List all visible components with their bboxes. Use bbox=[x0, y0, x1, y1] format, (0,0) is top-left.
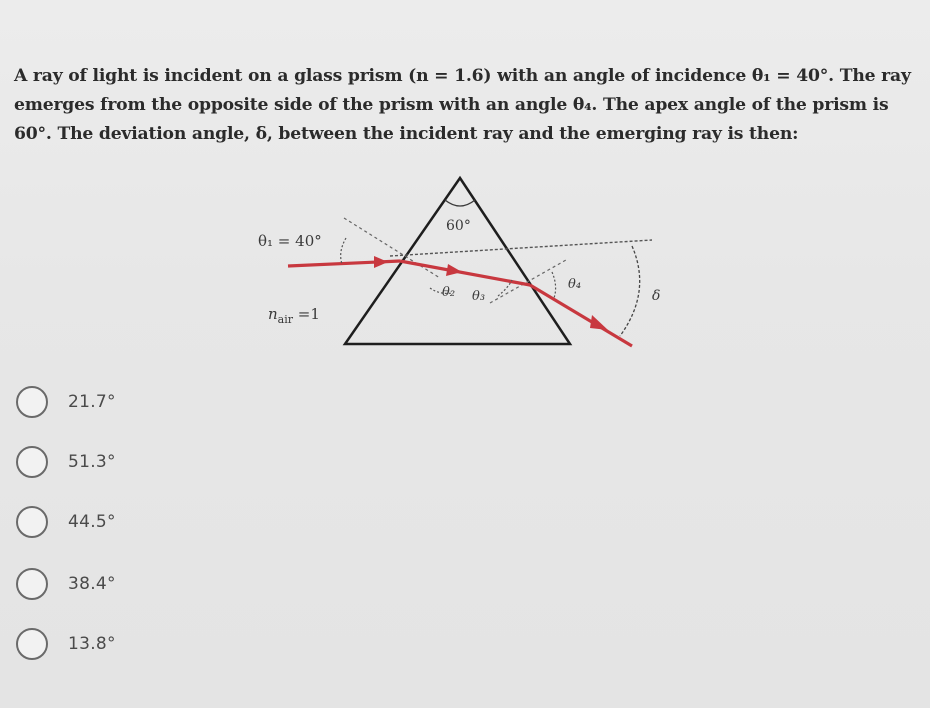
delta-label: δ bbox=[652, 288, 661, 304]
radio-button-4[interactable] bbox=[16, 568, 48, 600]
theta3-label: θ₃ bbox=[472, 289, 486, 304]
option-2[interactable] bbox=[16, 442, 116, 482]
theta1-arc bbox=[341, 238, 346, 264]
n-air-subscript: air bbox=[277, 313, 294, 326]
n-air-label bbox=[268, 305, 320, 326]
question-line-2: emerges from the opposite side of the prism with an angle θ₄. The apex angle of the prism is bbox=[14, 95, 889, 115]
option-1-label: 21.7° bbox=[68, 392, 116, 412]
refracted-ray-arrowhead bbox=[446, 264, 462, 276]
apex-angle-label: 60° bbox=[446, 218, 471, 234]
incident-ray-arrowhead bbox=[374, 256, 388, 268]
radio-button-1[interactable] bbox=[16, 386, 48, 418]
option-4[interactable] bbox=[16, 564, 116, 604]
option-3[interactable] bbox=[16, 502, 116, 542]
option-5[interactable] bbox=[16, 624, 116, 664]
deviation-angle-arc bbox=[620, 246, 640, 336]
radio-button-2[interactable] bbox=[16, 446, 48, 478]
radio-button-3[interactable] bbox=[16, 506, 48, 538]
reference-dashed-line bbox=[390, 240, 652, 256]
question-line-1: A ray of light is incident on a glass prism (n = 1.6) with an angle of incidence θ₁ = 40°. The ray bbox=[14, 66, 911, 86]
n-air-symbol: n bbox=[268, 305, 278, 323]
option-4-label: 38.4° bbox=[68, 574, 116, 594]
prism-diagram-svg bbox=[240, 160, 680, 360]
refracted-ray bbox=[400, 261, 530, 285]
theta4-label: θ₄ bbox=[568, 277, 582, 292]
emerging-ray bbox=[530, 285, 632, 346]
question-text bbox=[14, 62, 914, 149]
n-air-value: =1 bbox=[293, 305, 320, 323]
apex-angle-arc bbox=[445, 200, 475, 206]
theta1-label: θ₁ = 40° bbox=[258, 232, 322, 250]
option-2-label: 51.3° bbox=[68, 452, 116, 472]
theta2-label: θ₂ bbox=[442, 285, 456, 300]
option-1[interactable] bbox=[16, 382, 116, 422]
theta4-arc bbox=[552, 272, 556, 298]
option-3-label: 44.5° bbox=[68, 512, 116, 532]
option-5-label: 13.8° bbox=[68, 634, 116, 654]
question-line-3: 60°. The deviation angle, δ, between the incident ray and the emerging ray is then: bbox=[14, 124, 799, 144]
radio-button-5[interactable] bbox=[16, 628, 48, 660]
emerging-ray-arrowhead bbox=[590, 315, 608, 330]
prism-diagram bbox=[240, 160, 680, 360]
